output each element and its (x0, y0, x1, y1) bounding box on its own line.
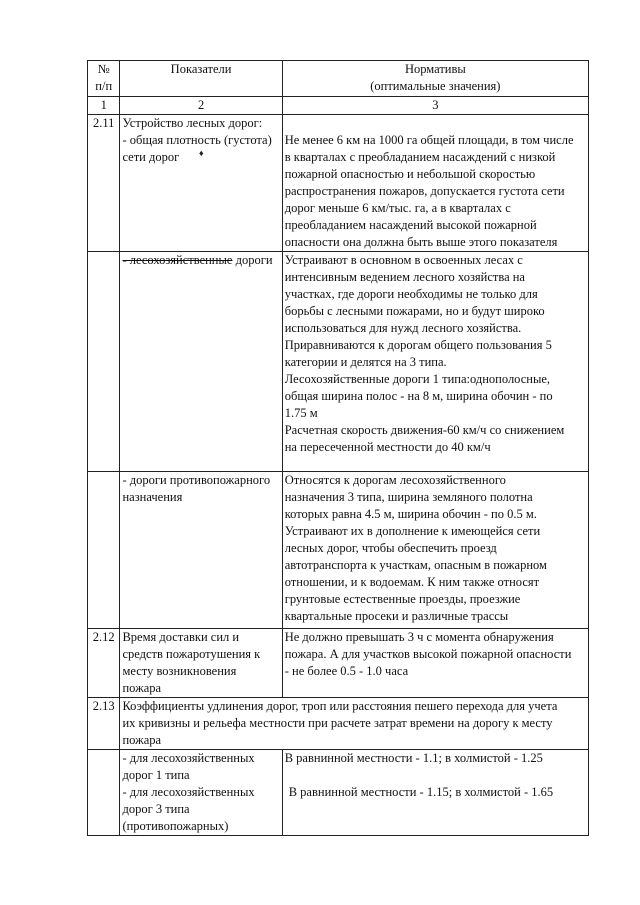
row-number: 2.12 (88, 629, 120, 698)
index-cell-3: 3 (282, 97, 588, 115)
norm-cell: В равнинной местности - 1.1; в холмистой - 1.25 В равнинной местности - 1.15; в холмистой - 1.65 (282, 750, 588, 836)
norm-cell: Устраивают в основном в освоенных лесах с интенсивным ведением лесного хозяйства на участках, где дороги необходимы не только для борьбы с лесными пожарами, но и будут широко использоваться для нужд лесного хозяйства. Приравниваются к дорогам общего пользования 5 категории и делятся на 3 типа. Лесохозяйственные дороги 1 типа:однополосные, общая ширина полос - на 8 м, ширина обочин - по 1.75 м Расчетная скорость движения-60 км/ч со снижением на пересеченной местности до 40 км/ч (282, 252, 588, 472)
norm-cell: Не менее 6 км на 1000 га общей площади, в том числе в кварталах с преобладанием насаждений с низкой пожарной опасностью и небольшой скоростью распространения пожаров, допускается густота сети дорог меньше 6 км/тыс. га, а в кварталах с преобладанием насаждений высокой пожарной опасности она должна быть выше этого показателя (282, 115, 588, 252)
indicator-cell: Устройство лесных дорог: - общая плотность (густота) сети дорог (120, 115, 282, 252)
norm-cell: Относятся к дорогам лесохозяйственного назначения 3 типа, ширина земляного полотна которых равна 4.5 м, ширина обочин - по 0.5 м. Устраивают их в дополнение к имеющейся сети лесных дорог, чтобы обеспечить проезд автотранспорта к участкам, опасным в пожарном отношении, и к водоемам. К ним также относят грунтовые естественные проезды, проезжие квартальные просеки и различные трассы (282, 472, 588, 629)
indicator-cell: - дороги противопожарного назначения (120, 472, 282, 629)
header-num: № п/п (88, 61, 120, 97)
row-number: 2.11 (88, 115, 120, 252)
table-row-2-11 (88, 115, 589, 252)
table-row-2-13 (88, 698, 589, 750)
indicator-cell: - лесохозяйственные дороги (120, 252, 282, 472)
row-number (88, 472, 120, 629)
indicator-cell: Время доставки сил и средств пожаротушения к месту возникновения пожара (120, 629, 282, 698)
indicator-cell: - для лесохозяйственных дорог 1 типа - для лесохозяйственных дорог 3 типа (противопожарных) (120, 750, 282, 836)
struck-text: - лесохозяйственные (122, 253, 233, 267)
header-row (88, 61, 589, 97)
index-cell-2: 2 (120, 97, 282, 115)
row-number: 2.13 (88, 698, 120, 750)
index-cell-1: 1 (88, 97, 120, 115)
row-number (88, 252, 120, 472)
merged-cell: Коэффициенты удлинения дорог, троп или расстояния пешего перехода для учета их кривизны и рельефа местности при расчете затрат времени на дорогу к месту пожара (120, 698, 589, 750)
table-row-2-12 (88, 629, 589, 698)
header-indicators: Показатели (120, 61, 282, 97)
table-row-coefficients (88, 750, 589, 836)
norms-table (87, 60, 589, 836)
header-norms: Нормативы (оптимальные значения) (282, 61, 588, 97)
norm-cell: Не должно превышать 3 ч с момента обнаружения пожара. А для участков высокой пожарной опасности - не более 0.5 - 1.0 часа (282, 629, 588, 698)
table-row-fire-roads (88, 472, 589, 629)
index-row (88, 97, 589, 115)
stray-mark: ♦ (199, 148, 204, 158)
row-number (88, 750, 120, 836)
table-row-forestry-roads (88, 252, 589, 472)
